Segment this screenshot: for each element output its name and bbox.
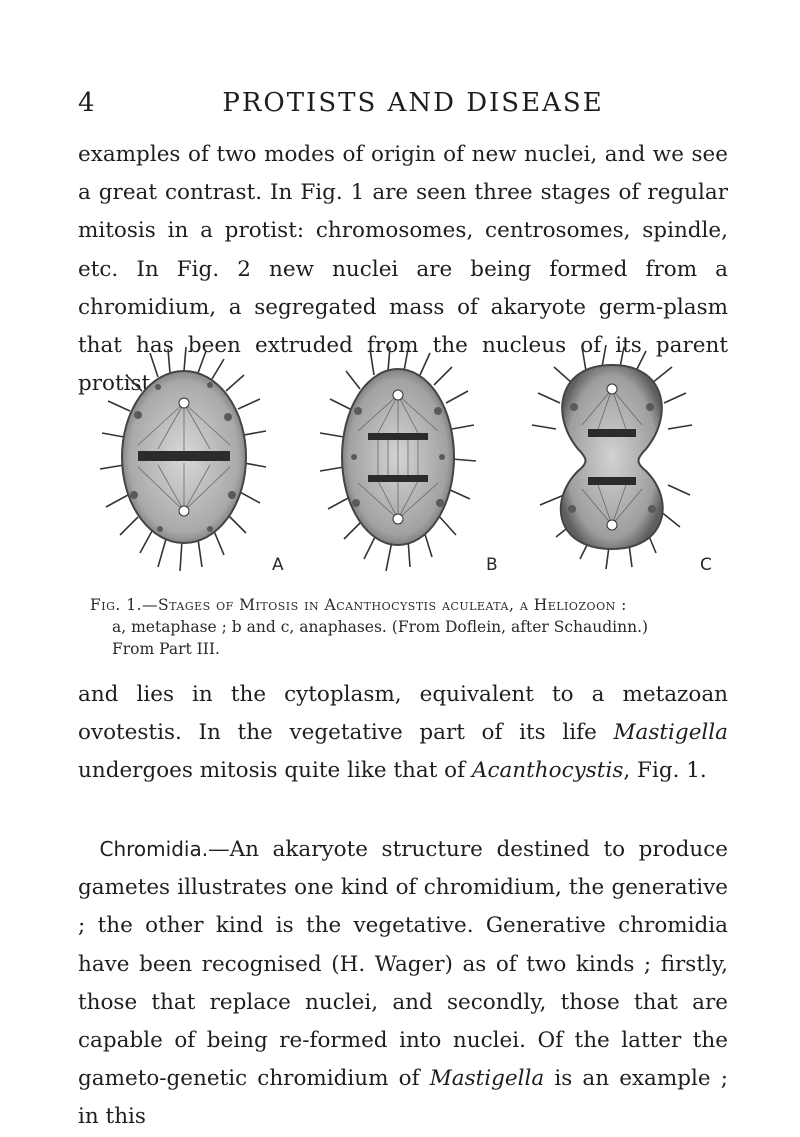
figure-label-c: C: [700, 555, 712, 575]
paragraph-1: examples of two modes of origin of new nuclei, and we see a great contrast. In Fig. 1 are seen three stages of regular mitosis in a protist: chromosomes, centrosomes, spindle, etc. In Fig. 2 new nuclei are being formed from a chromidium, a segregated mass of akaryote germ-plasm that has been extruded from the nucleus of its parent protist: [78, 142, 728, 397]
paragraph-2-text-3: , Fig. 1.: [623, 758, 707, 784]
paragraph-3-text-1: —An akaryote structure destined to produce gametes illustrates one kind of chromidium, the generative ; the other kind is the vegetative. Generative chromidia have been recognised (H. Wager) as of two kinds ; firstly, those that replace nuclei, and secondly, those that are capable of being re-formed into nuclei. Of the latter the gameto-genetic chromidium of: [78, 837, 728, 1092]
paragraph-2-text-2: undergoes mitosis quite like that of: [78, 758, 472, 784]
paragraph-3: [78, 830, 728, 1137]
running-head-title: PROTISTS AND DISEASE: [222, 88, 604, 118]
paragraph-3-text-2: is an example ; in this: [78, 1066, 728, 1130]
paragraph-2: [78, 676, 728, 791]
paragraph-2-text-1: and lies in the cytoplasm, equivalent to a metazoan ovotestis. In the vegetative part of its life: [78, 682, 728, 746]
page-number: 4: [78, 88, 96, 118]
taxon-name-acanthocystis: Acanthocystis: [471, 758, 624, 784]
taxon-name-mastigella-2: Mastigella: [429, 1066, 545, 1092]
run-in-heading-chromidia: Chromidia.: [99, 837, 209, 861]
figure-caption: [90, 594, 740, 660]
figure-label-a: A: [272, 555, 284, 575]
figure-caption-title: —Stages of Mitosis in Acanthocystis aculeata, a Heliozoon :: [142, 596, 627, 614]
taxon-name-mastigella: Mastigella: [613, 720, 728, 746]
figure-caption-line-2: a, metaphase ; b and c, anaphases. (From Doflein, after Schaudinn.): [112, 618, 649, 636]
figure-panel-a: [98, 345, 268, 585]
figure-caption-line-3: From Part III.: [112, 640, 220, 658]
figure-panel-b: [312, 345, 482, 585]
figure-caption-label: Fig. 1.: [90, 596, 143, 614]
figure-label-b: B: [486, 555, 498, 575]
figure-1: [90, 345, 730, 590]
running-head: [78, 88, 728, 122]
figure-panel-c: [526, 345, 696, 585]
